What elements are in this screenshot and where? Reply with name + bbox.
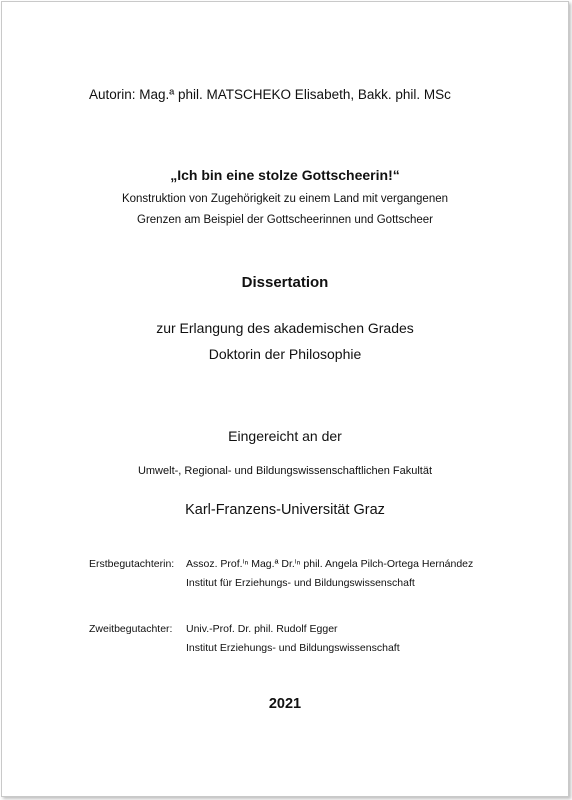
- year: 2021: [268, 696, 302, 712]
- subtitle-line-1: Konstruktion von Zugehörigkeit zu einem Land mit vergangenen: [121, 193, 449, 205]
- reviewer2-name: Univ.-Prof. Dr. phil. Rudolf Egger: [186, 623, 338, 635]
- subtitle-line-2: Grenzen am Beispiel der Gottscheerinnen und Gottscheer: [137, 214, 433, 226]
- degree-line-2: Doktorin der Philosophie: [208, 346, 362, 362]
- document-type: Dissertation: [241, 274, 329, 291]
- reviewer1-institute: Institut für Erziehungs- und Bildungswissenschaft: [186, 577, 415, 589]
- author-line: Autorin: Mag.ª phil. MATSCHEKO Elisabeth, Bakk. phil. MSc: [89, 87, 451, 102]
- reviewer2-label: Zweitbegutachter:: [89, 623, 173, 635]
- submitted-line: Eingereicht an der: [228, 428, 342, 444]
- reviewer1-label: Erstbegutachterin:: [89, 558, 175, 570]
- university-name: Karl-Franzens-Universität Graz: [185, 502, 385, 518]
- thesis-title: „Ich bin eine stolze Gottscheerin!“: [170, 167, 400, 183]
- degree-line-1: zur Erlangung des akademischen Grades: [156, 320, 414, 336]
- title-page: [1, 1, 569, 797]
- reviewer2-institute: Institut Erziehungs- und Bildungswissenschaft: [186, 642, 400, 654]
- faculty-name: Umwelt-, Regional- und Bildungswissenschaftlichen Fakultät: [137, 465, 433, 477]
- reviewer1-name: Assoz. Prof.ⁱⁿ Mag.ª Dr.ⁱⁿ phil. Angela Pilch-Ortega Hernández: [186, 558, 474, 570]
